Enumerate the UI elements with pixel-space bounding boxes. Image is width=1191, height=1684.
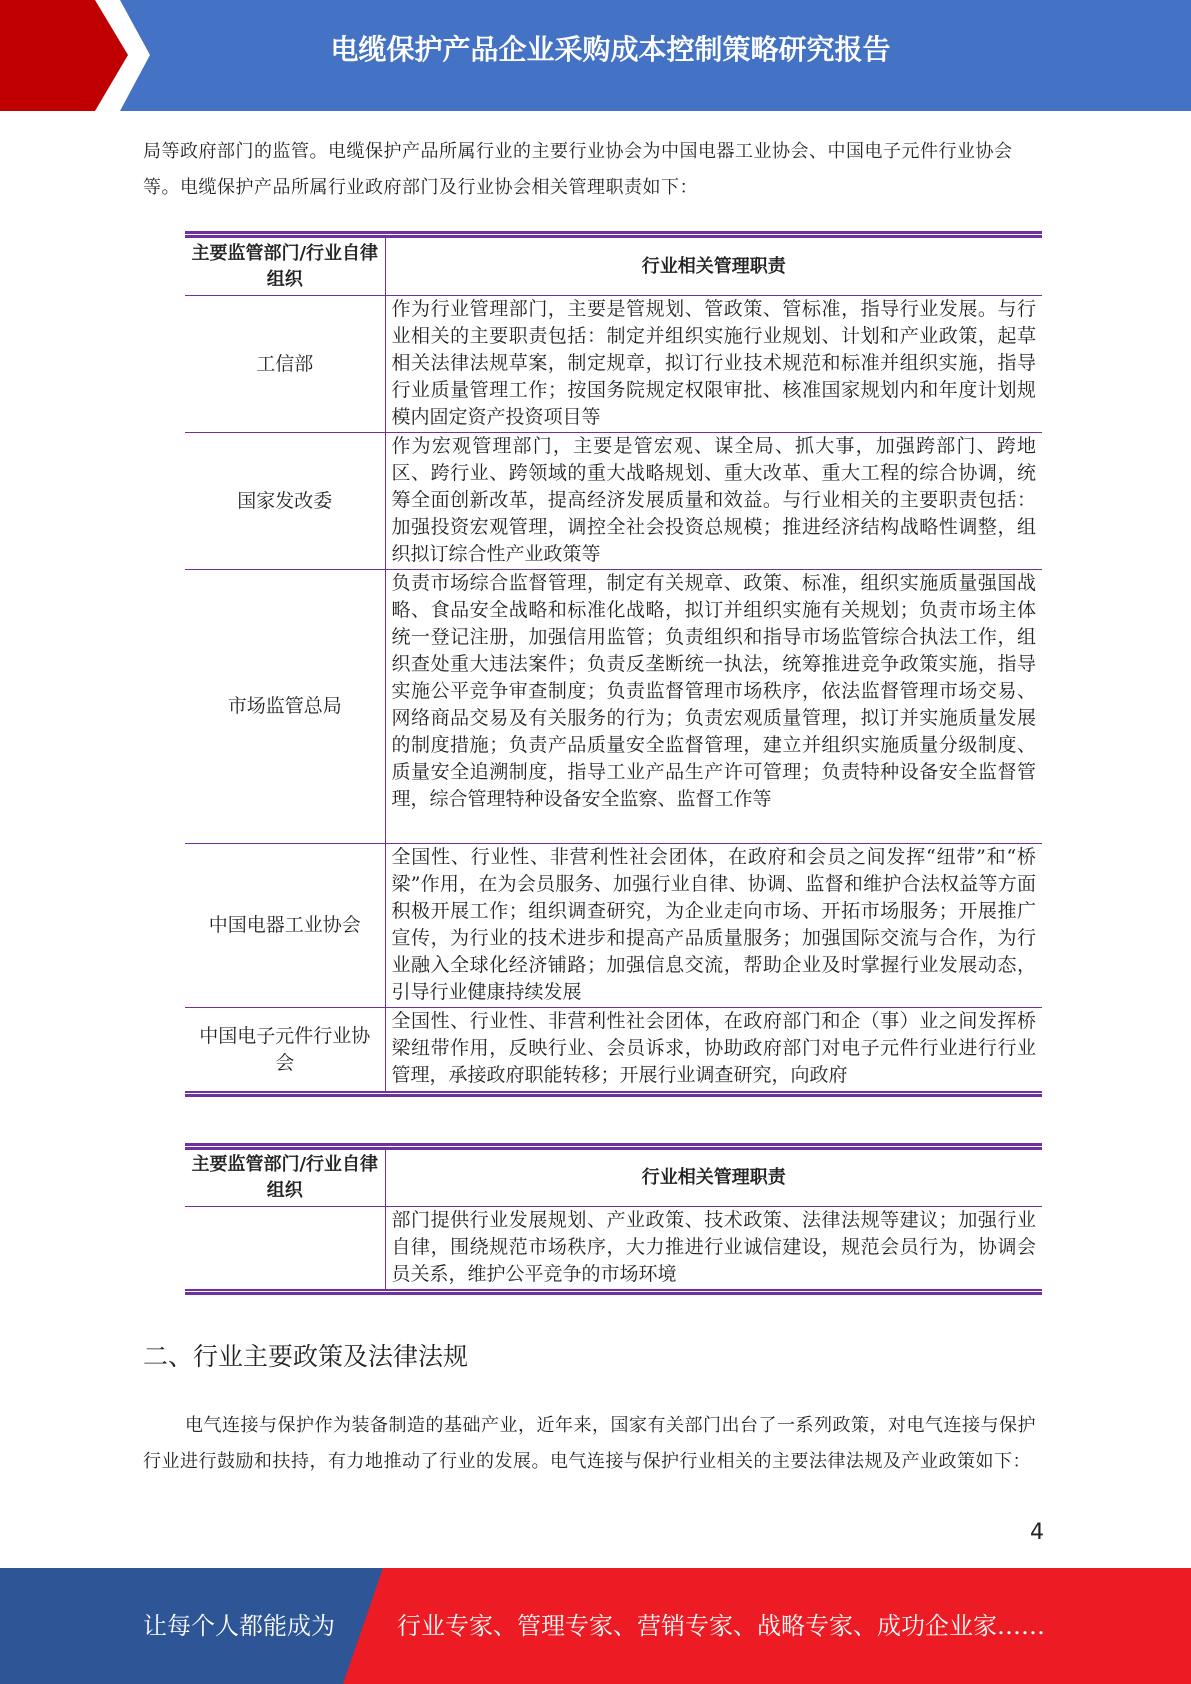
intro-paragraph: 局等政府部门的监管。电缆保护产品所属行业的主要行业协会为中国电器工业协会、中国电子元件行业协会等。电缆保护产品所属行业政府部门及行业协会相关管理职责如下： bbox=[143, 141, 1013, 198]
table-bottom-rule bbox=[185, 1091, 1042, 1097]
footer-right-text: 行业专家、管理专家、营销专家、战略专家、成功企业家…… bbox=[397, 1612, 1045, 1640]
page-footer bbox=[0, 1568, 1191, 1684]
table-row bbox=[185, 1207, 1042, 1290]
header-duty: 行业相关管理职责 bbox=[385, 1150, 1042, 1207]
duty-cell: 负责市场综合监督管理，制定有关规章、政策、标准，组织实施质量强国战略、食品安全战略和标准化战略，拟订并组织实施有关规划；负责市场主体统一登记注册，加强信用监管；负责组织和指导市场监管综合执法工作，组织查处重大违法案件；负责反垄断统一执法，统筹推进竞争政策实施，指导实施公平竞争审查制度；负责监督管理市场秩序，依法监督管理市场交易、网络商品交易及有关服务的行为；负责宏观质量管理，拟订并实施质量发展的制度措施；负责产品质量安全监督管理，建立并组织实施质量分级制度、质量安全追溯制度，指导工业产品生产许可管理；负责特种设备安全监督管理，综合管理特种设备安全监察、监督工作等 bbox=[385, 570, 1042, 844]
org-cell: 国家发改委 bbox=[185, 433, 385, 570]
table-row bbox=[185, 433, 1042, 570]
duty-cell: 作为行业管理部门，主要是管规划、管政策、管标准，指导行业发展。与行业相关的主要职责包括：制定并组织实施行业规划、计划和产业政策，起草相关法律法规草案，制定规章，拟订行业技术规范和标准并组织实施，指导行业质量管理工作；按国务院规定权限审批、核准国家规划内和年度计划规模内固定资产投资项目等 bbox=[385, 296, 1042, 433]
page-number: 4 bbox=[1030, 1520, 1044, 1545]
header-org: 主要监管部门/行业自律组织 bbox=[185, 1150, 385, 1207]
header-org: 主要监管部门/行业自律组织 bbox=[185, 238, 385, 296]
table-row bbox=[185, 570, 1042, 844]
duty-cell: 部门提供行业发展规划、产业政策、技术政策、法律法规等建议；加强行业自律，围绕规范市场秩序，大力推进行业诚信建设，规范会员行为，协调会员关系，维护公平竞争的市场环境 bbox=[385, 1207, 1042, 1290]
page-header bbox=[0, 0, 1191, 111]
org-cell: 工信部 bbox=[185, 296, 385, 433]
org-cell: 市场监管总局 bbox=[185, 570, 385, 844]
report-title: 电缆保护产品企业采购成本控制策略研究报告 bbox=[330, 33, 891, 66]
table-row bbox=[185, 844, 1042, 1008]
regulators-table bbox=[185, 237, 1042, 1093]
org-cell: 中国电子元件行业协会 bbox=[185, 1008, 385, 1093]
table-row bbox=[185, 296, 1042, 433]
duty-cell: 全国性、行业性、非营利性社会团体，在政府和会员之间发挥“纽带”和“桥梁”作用，在为会员服务、加强行业自律、协调、监督和维护合法权益等方面积极开展工作；组织调查研究，为企业走向市场、开拓市场服务；开展推广宣传，为行业的技术进步和提高产品质量服务；加强国际交流与合作，为行业融入全球化经济铺路；加强信息交流，帮助企业及时掌握行业发展动态，引导行业健康持续发展 bbox=[385, 844, 1042, 1008]
footer-left-text: 让每个人都能成为 bbox=[143, 1612, 335, 1640]
table-row bbox=[185, 1008, 1042, 1093]
table-header-row bbox=[185, 238, 1042, 296]
header-duty: 行业相关管理职责 bbox=[385, 238, 1042, 296]
section-heading: 二、行业主要政策及法律法规 bbox=[143, 1342, 469, 1371]
org-cell: 中国电器工业协会 bbox=[185, 844, 385, 1008]
regulators-table-continued bbox=[185, 1149, 1042, 1290]
duty-cell: 作为宏观管理部门，主要是管宏观、谋全局、抓大事，加强跨部门、跨地区、跨行业、跨领域的重大战略规划、重大改革、重大工程的综合协调，统筹全面创新改革，提高经济发展质量和效益。与行业相关的主要职责包括：加强投资宏观管理，调控全社会投资总规模；推进经济结构战略性调整，组织拟订综合性产业政策等 bbox=[385, 433, 1042, 570]
table-cont-bottom-rule bbox=[185, 1289, 1042, 1295]
table-header-row bbox=[185, 1150, 1042, 1207]
section-paragraph: 电气连接与保护作为装备制造的基础产业，近年来，国家有关部门出台了一系列政策，对电气连接与保护行业进行鼓励和扶持，有力地推动了行业的发展。电气连接与保护行业相关的主要法律法规及产业政策如下： bbox=[143, 1415, 1036, 1472]
duty-cell: 全国性、行业性、非营利性社会团体，在政府部门和企（事）业之间发挥桥梁纽带作用，反映行业、会员诉求，协助政府部门对电子元件行业进行行业管理，承接政府职能转移；开展行业调查研究，向政府 bbox=[385, 1008, 1042, 1093]
org-cell bbox=[185, 1207, 385, 1290]
